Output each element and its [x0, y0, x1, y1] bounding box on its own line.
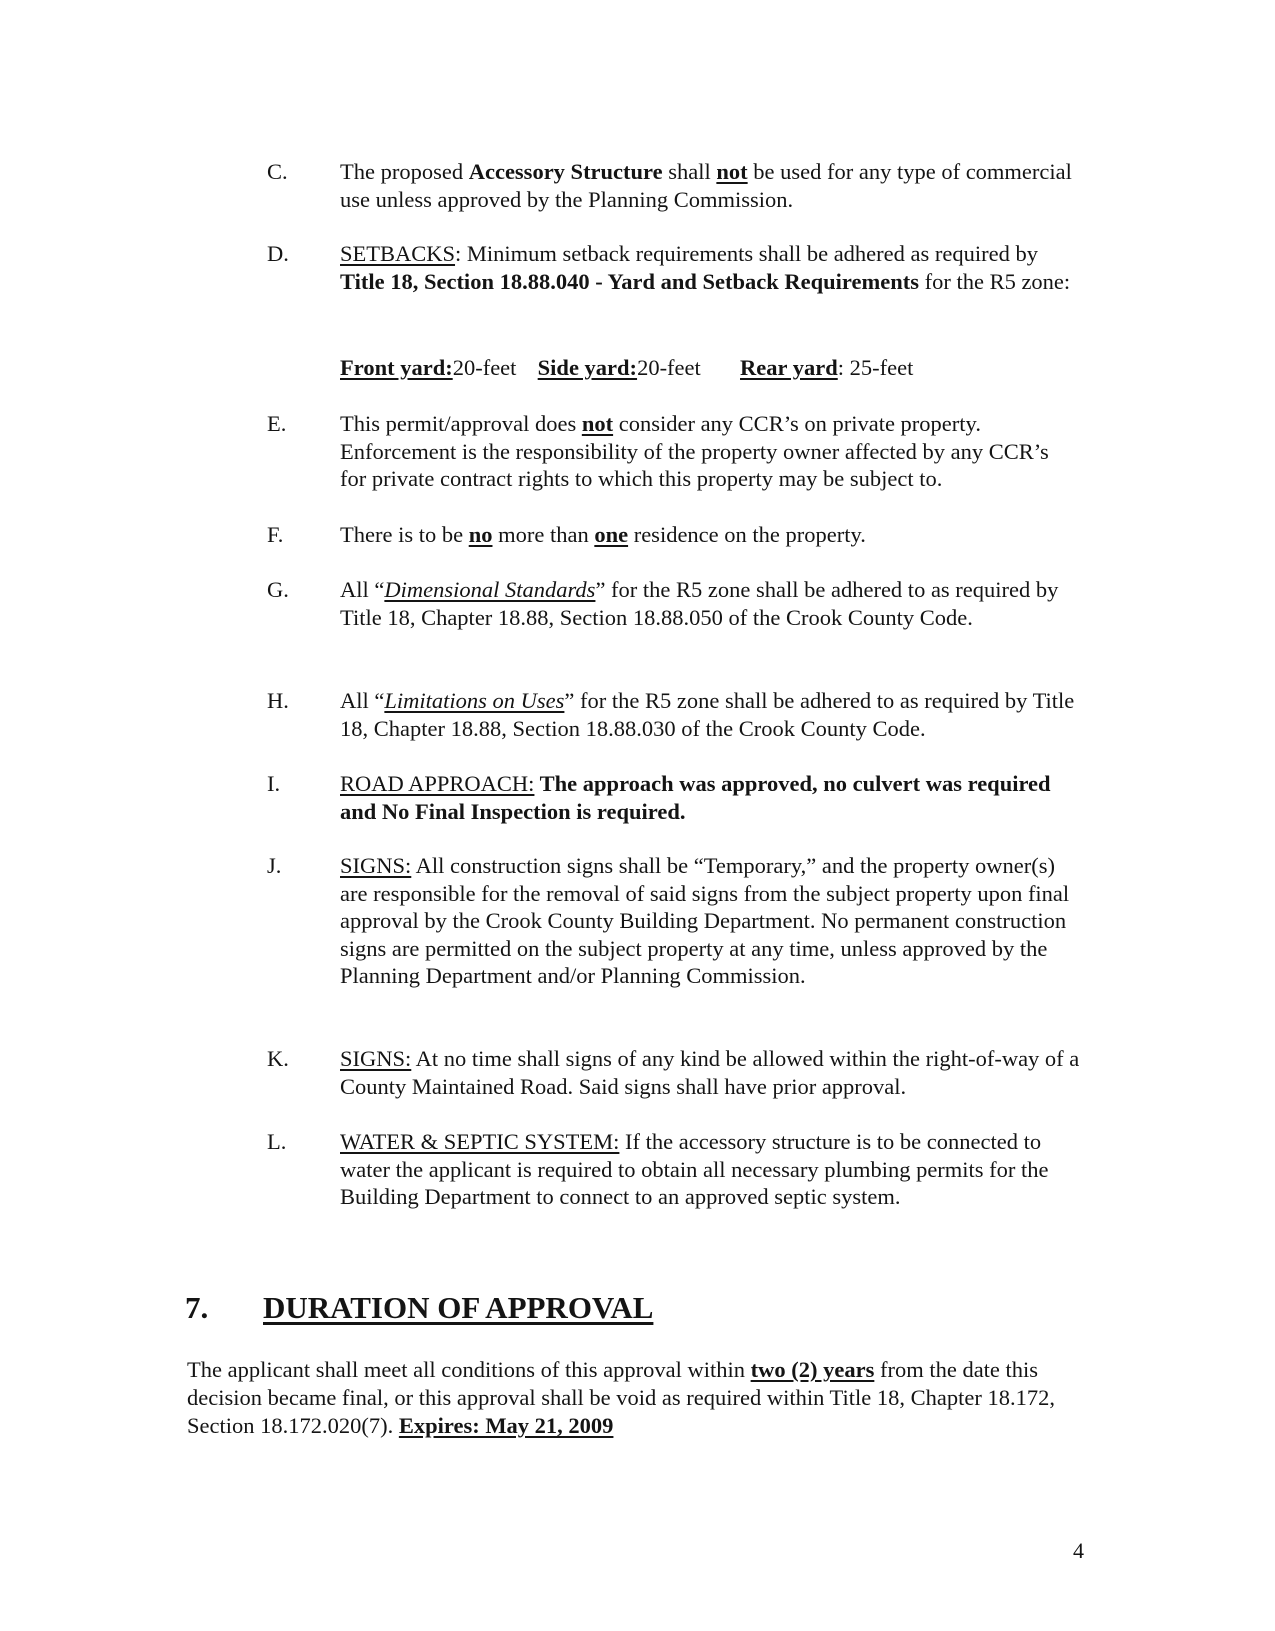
- section-title: DURATION OF APPROVAL: [263, 1290, 654, 1325]
- expiration-date: Expires: May 21, 2009: [398, 1413, 614, 1438]
- condition-letter: G.: [267, 577, 289, 602]
- condition-text: All “Dimensional Standards” for the R5 zone shall be adhered to as required by Title 18, Chapter 18.88, Section 18.88.050 of the Crook County Code.: [340, 577, 1059, 630]
- duration-paragraph: The applicant shall meet all conditions of this approval within two (2) years from the date this decision became final, or this approval shall be void as required within Title 18, Chapter 18.172, Section 18.172.020(7). Expires: May 21, 2009: [187, 1357, 1055, 1438]
- page-number: 4: [1073, 1538, 1084, 1563]
- condition-letter: J.: [267, 853, 282, 878]
- condition-letter: H.: [267, 688, 289, 713]
- side-yard-label: Side yard:: [537, 355, 638, 380]
- condition-text: SETBACKS: Minimum setback requirements shall be adhered as required by Title 18, Section 18.88.040 - Yard and Setback Requirements for the R5 zone:: [340, 241, 1071, 294]
- condition-text: ROAD APPROACH: The approach was approved, no culvert was required and No Final Inspection is required.: [340, 771, 1051, 824]
- condition-letter: K.: [267, 1046, 289, 1071]
- setback-values: [340, 354, 913, 382]
- rear-yard-label: Rear yard: [740, 355, 838, 380]
- condition-letter: D.: [267, 241, 289, 266]
- front-yard-label: Front yard:: [340, 355, 453, 380]
- approval-term: two (2) years: [750, 1357, 875, 1382]
- condition-text: All “Limitations on Uses” for the R5 zone shall be adhered to as required by Title 18, Chapter 18.88, Section 18.88.030 of the Crook County Code.: [340, 688, 1075, 741]
- condition-text: The proposed Accessory Structure shall not be used for any type of commercial use unless approved by the Planning Commission.: [340, 159, 1072, 212]
- condition-letter: E.: [267, 411, 287, 436]
- condition-letter: F.: [267, 522, 284, 547]
- side-yard-value: 20-feet: [637, 355, 701, 380]
- condition-text: This permit/approval does not consider any CCR’s on private property. Enforcement is the responsibility of the property owner affected by any CCR’s for private contract rights to which this property may be subject to.: [340, 411, 1049, 491]
- condition-text: SIGNS: All construction signs shall be “Temporary,” and the property owner(s) are responsible for the removal of said signs from the subject property upon final approval by the Crook County Building Department. No permanent construction signs are permitted on the subject property at any time, unless approved by the Planning Department and/or Planning Commission.: [340, 853, 1070, 988]
- condition-letter: L.: [267, 1129, 287, 1154]
- rear-yard-value: : 25-feet: [837, 355, 914, 380]
- section-number: 7.: [185, 1290, 209, 1325]
- front-yard-value: 20-feet: [452, 355, 517, 380]
- condition-letter: C.: [267, 159, 288, 184]
- condition-letter: I.: [267, 771, 281, 796]
- condition-text: WATER & SEPTIC SYSTEM: If the accessory structure is to be connected to water the applicant is required to obtain all necessary plumbing permits for the Building Department to connect to an approved septic system.: [340, 1129, 1049, 1209]
- condition-text: SIGNS: At no time shall signs of any kind be allowed within the right-of-way of a County Maintained Road. Said signs shall have prior approval.: [340, 1046, 1080, 1099]
- condition-text: There is to be no more than one residence on the property.: [340, 522, 866, 547]
